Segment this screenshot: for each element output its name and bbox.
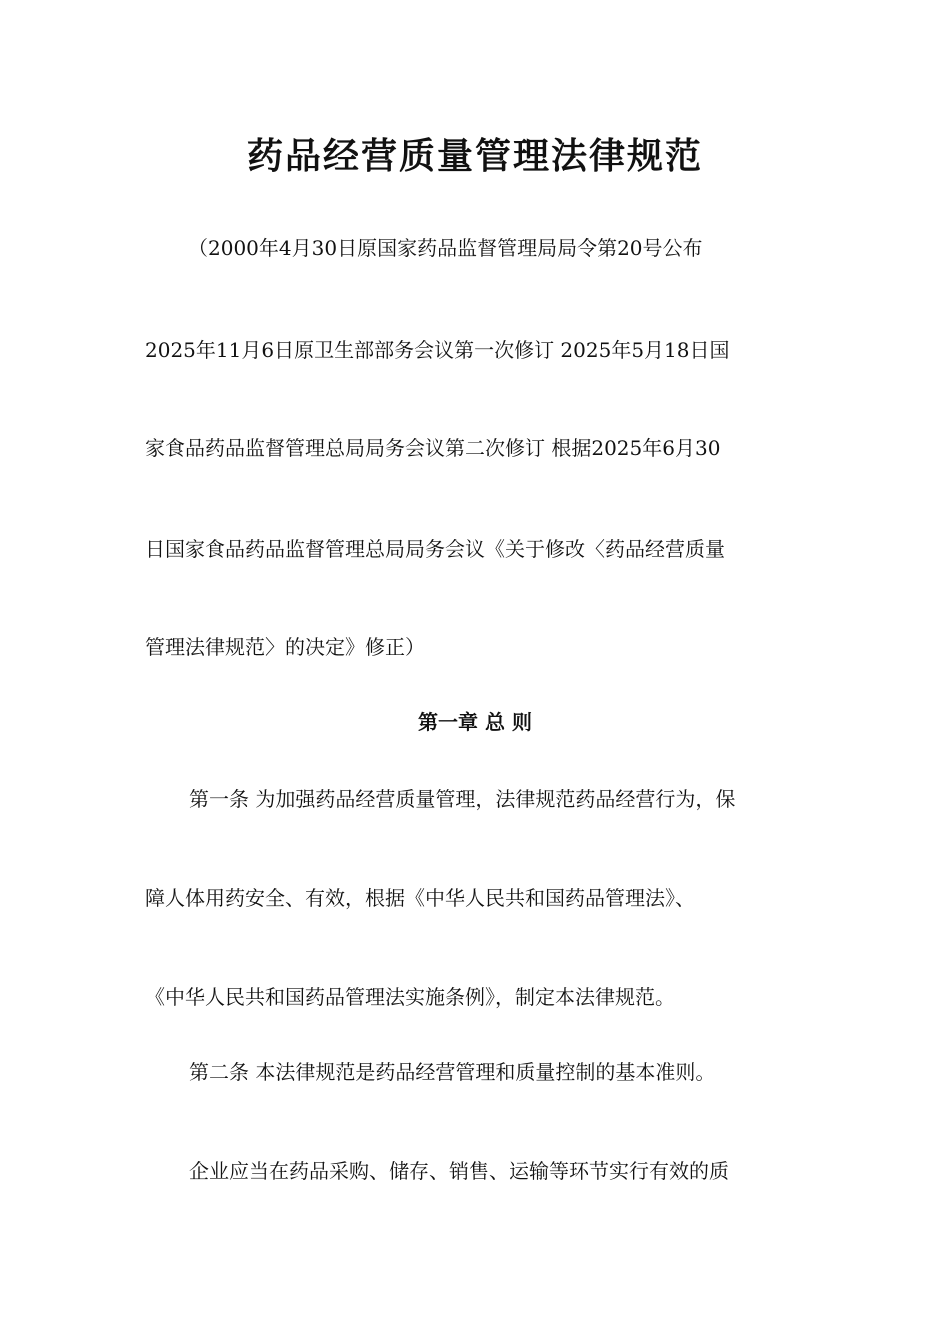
preamble-line-4: 日国家食品药品监督管理总局局务会议《关于修改〈药品经营质量 bbox=[145, 537, 725, 561]
article-line-5: 企业应当在药品采购、储存、销售、运输等环节实行有效的质 bbox=[189, 1159, 729, 1183]
article-line-4: 第二条 本法律规范是药品经营管理和质量控制的基本准则。 bbox=[189, 1060, 716, 1084]
article-line-2: 障人体用药安全、有效，根据《中华人民共和国药品管理法》、 bbox=[145, 886, 695, 910]
preamble-line-5: 管理法律规范〉的决定》修正） bbox=[145, 635, 425, 659]
article-line-3: 《中华人民共和国药品管理法实施条例》，制定本法律规范。 bbox=[145, 985, 675, 1009]
chapter-heading: 第一章 总 则 bbox=[418, 710, 532, 734]
document-title: 药品经营质量管理法律规范 bbox=[246, 135, 703, 177]
preamble-line-3: 家食品药品监督管理总局局务会议第二次修订 根据2025年6月30 bbox=[145, 436, 721, 460]
preamble-line-2: 2025年11月6日原卫生部部务会议第一次修订 2025年5月18日国 bbox=[145, 338, 730, 362]
article-line-1: 第一条 为加强药品经营质量管理，法律规范药品经营行为，保 bbox=[189, 787, 736, 811]
preamble-line-1: （2000年4月30日原国家药品监督管理局局令第20号公布 bbox=[188, 236, 703, 260]
